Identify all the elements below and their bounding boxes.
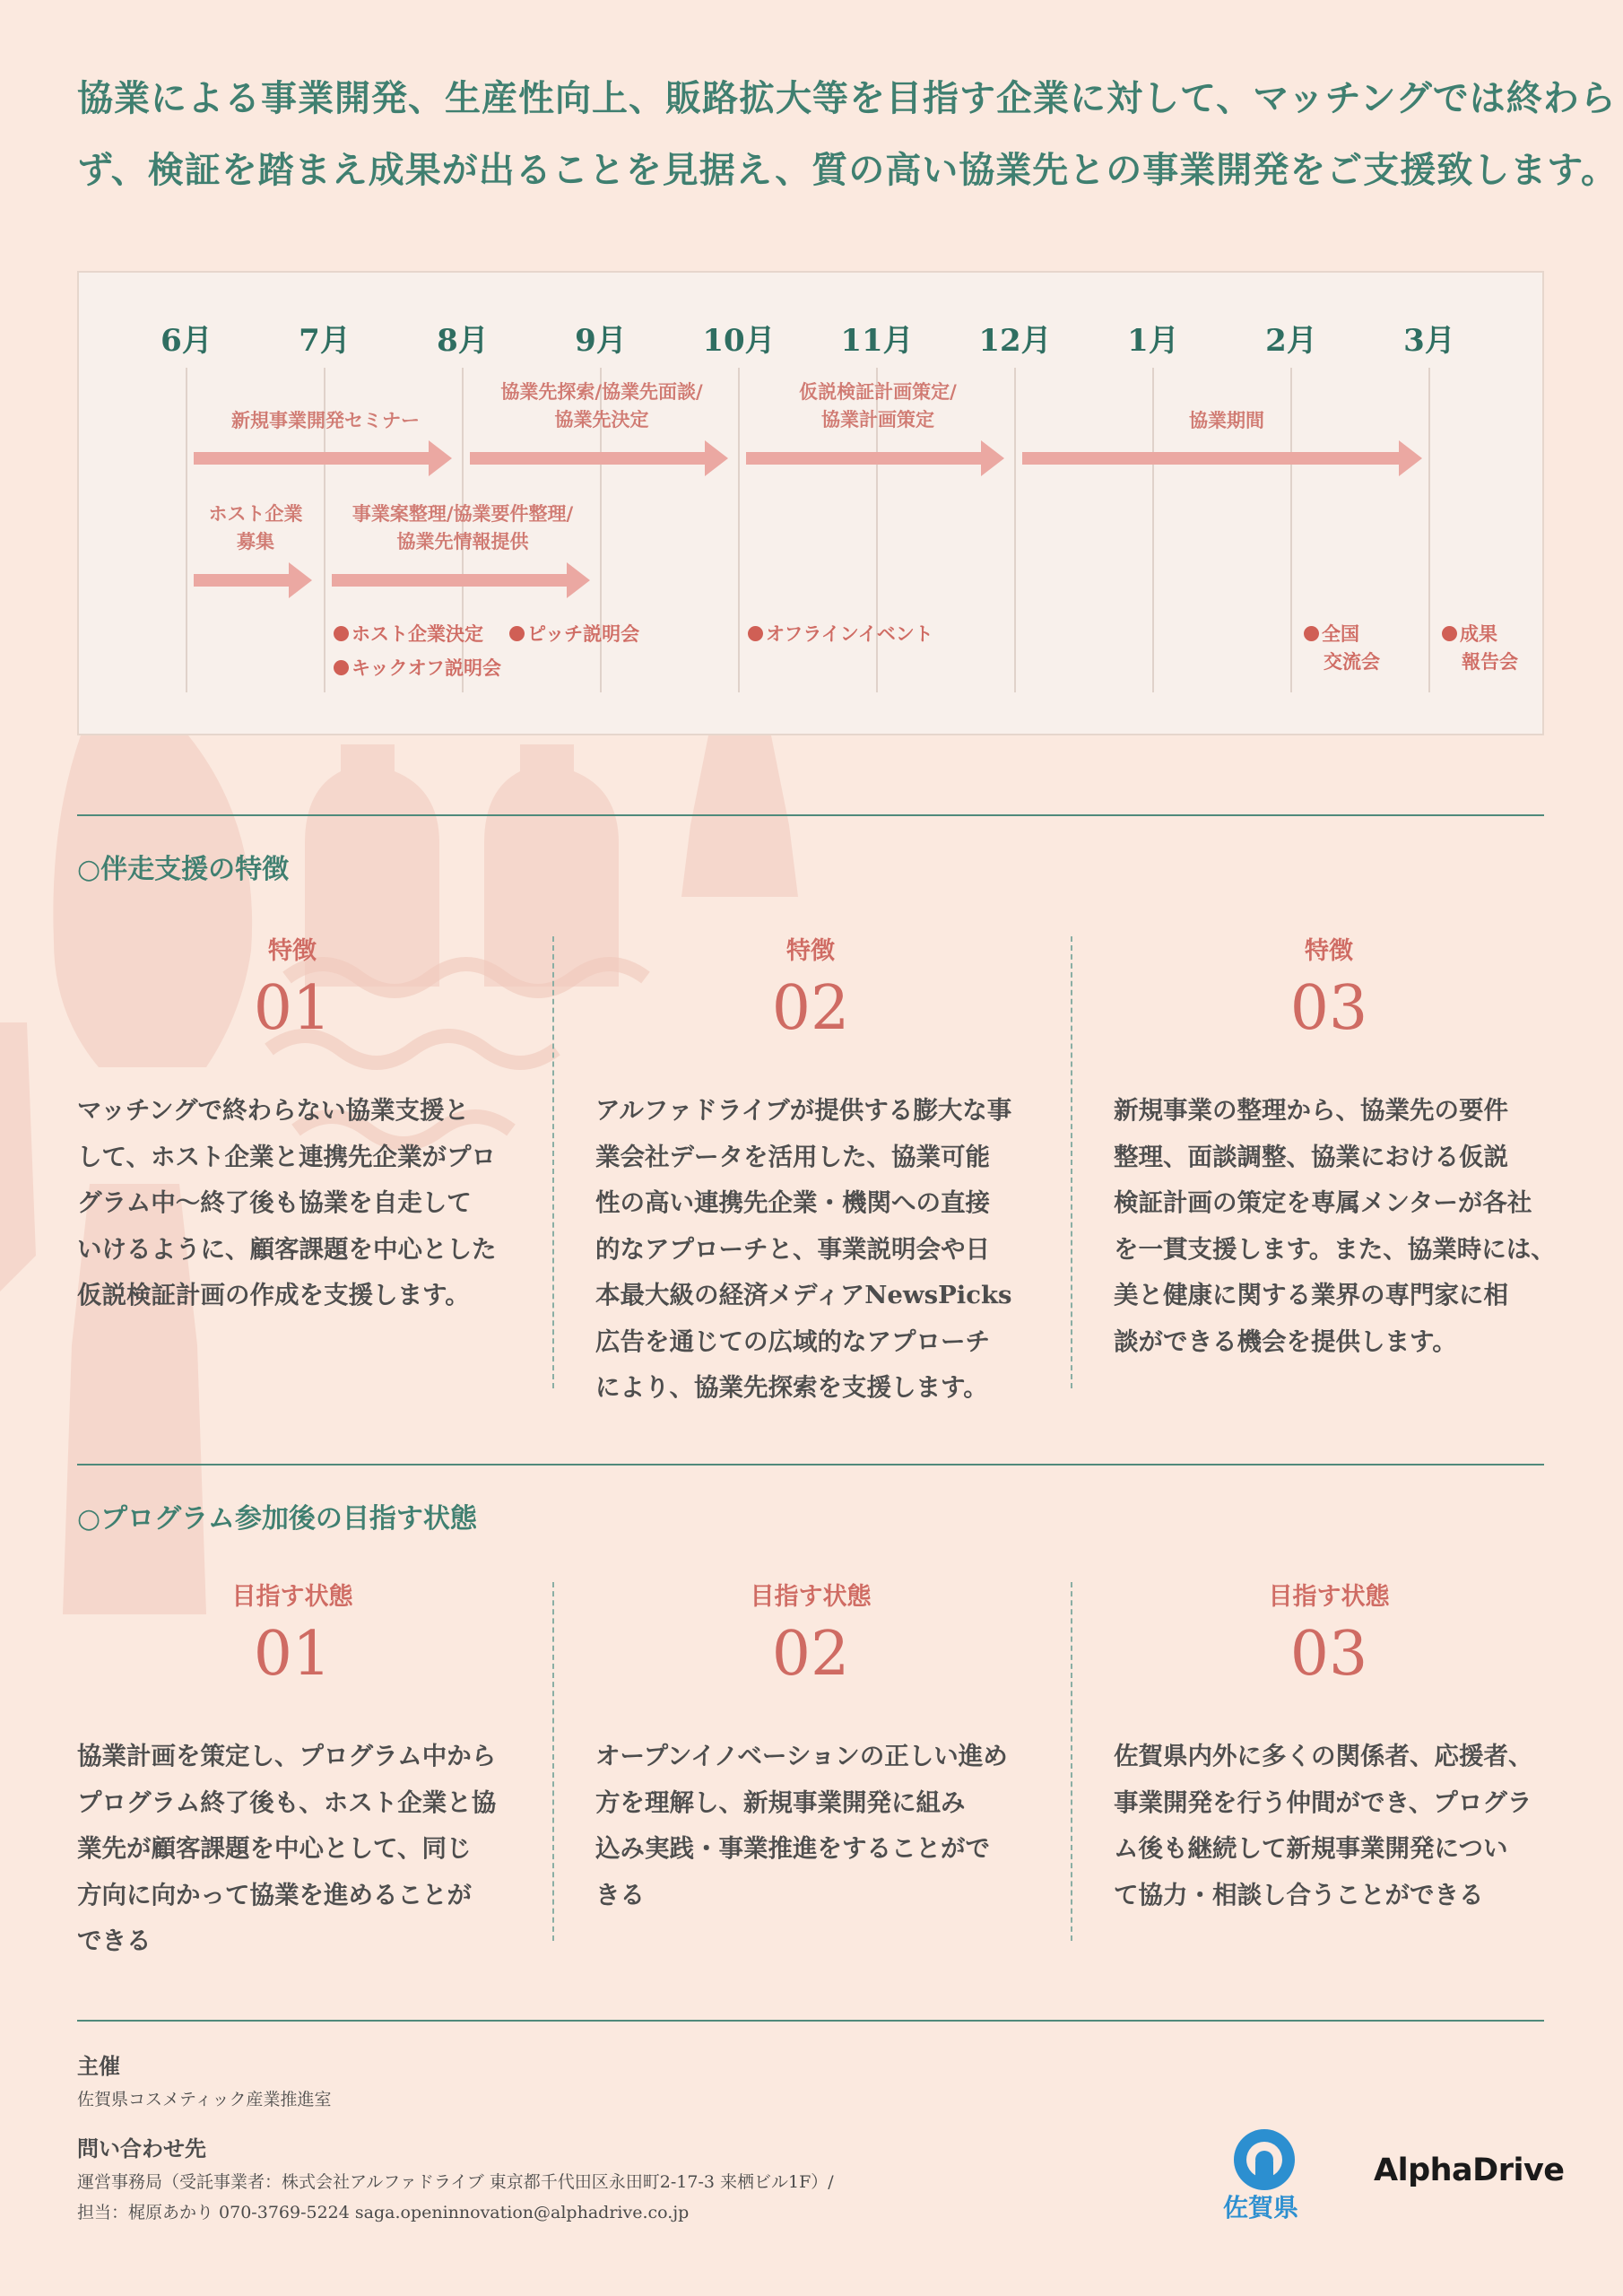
event-dot (334, 660, 349, 675)
body-line: 業先が顧客課題を中心として、同じ (77, 1834, 472, 1863)
feature-body (1114, 1088, 1562, 1365)
phase-bar-seminar (194, 452, 429, 465)
body-line: により、協業先探索を支援します。 (595, 1373, 988, 1402)
phase-bar-partner-search (470, 452, 705, 465)
body-line: マッチングで終わらない協業支援と (77, 1096, 469, 1125)
month-gridline (738, 368, 740, 692)
phase-label-line: 協業先情報提供 (396, 531, 529, 552)
phase-label-collab-period: 協業期間 (1189, 410, 1264, 431)
event-dot (748, 626, 763, 641)
goal-kicker: 目指す状態 (1268, 1583, 1390, 1611)
body-line: 性の高い連携先企業・機関への直接 (595, 1188, 990, 1217)
body-line: て協力・相談し合うことができる (1114, 1880, 1484, 1909)
body-line: きる (595, 1880, 645, 1909)
phase-label-hypothesis-plan (799, 378, 957, 434)
body-line: 美と健康に関する業界の専門家に相 (1114, 1281, 1508, 1309)
column-divider (552, 936, 554, 1388)
goal-card-2 (595, 1577, 1044, 1918)
month-gridline (186, 368, 187, 692)
body-line: 仮説検証計画の作成を支援します。 (77, 1281, 470, 1309)
body-line: 佐賀県内外に多くの関係者、応援者、 (1114, 1742, 1533, 1770)
feature-number: 01 (253, 973, 332, 1044)
intro-line-1: 協業による事業開発、生産性向上、販路拡大等を目指す企業に対して、マッチングでは終わら (77, 77, 1617, 119)
body-line: 的なアプローチと、事業説明会や日 (595, 1234, 990, 1264)
phase-bar-host-recruit (194, 574, 289, 587)
body-line: 整理、面談調整、協業における仮説 (1114, 1142, 1508, 1171)
body-line: 事業開発を行う仲間ができ、プログラ (1114, 1787, 1532, 1817)
feature-number: 02 (771, 973, 850, 1044)
body-line: 本最大級の経済メディアNewsPicks (595, 1281, 1012, 1309)
goal-number: 03 (1289, 1619, 1368, 1690)
section-divider (77, 1464, 1544, 1465)
month-gridline (1428, 368, 1430, 692)
month-label: 3月 (1403, 323, 1455, 359)
month-label: 6月 (161, 323, 213, 359)
contact-address: 運営事務局（受託事業者：株式会社アルファドライブ 東京都千代田区永田町2-17-3 来栖ビル1F）/ (77, 2172, 834, 2192)
organizer-label: 主催 (77, 2053, 120, 2079)
schedule-timeline (77, 271, 1544, 735)
phase-bar-hypothesis-plan (746, 452, 981, 465)
event-label: キックオフ説明会 (352, 657, 501, 679)
month-label: 8月 (437, 323, 489, 359)
body-line: いけるように、顧客課題を中心とした (77, 1234, 497, 1264)
phase-label-line: 仮説検証計画策定/ (799, 381, 957, 403)
feature-body (77, 1088, 525, 1319)
goal-number: 02 (771, 1619, 850, 1690)
body-line: 込み実践・事業推進をすることがで (595, 1834, 990, 1863)
phase-label-line: 協業先探索/協業先面談/ (500, 381, 703, 403)
features-title: ○伴走支援の特徴 (77, 854, 290, 885)
month-gridline (1290, 368, 1292, 692)
feature-kicker: 特徴 (786, 937, 835, 965)
goal-card-3 (1114, 1577, 1562, 1918)
event-result-report (1442, 621, 1518, 676)
phase-label-partner-search (500, 378, 702, 434)
body-line: できる (77, 1926, 152, 1955)
body-line: ム後も継続して新規事業開発につい (1114, 1834, 1508, 1863)
feature-card-2 (595, 931, 1044, 1412)
body-line: グラム中～終了後も協業を自走して (77, 1188, 472, 1217)
contact-label: 問い合わせ先 (77, 2135, 206, 2161)
feature-number: 03 (1289, 973, 1368, 1044)
feature-kicker: 特徴 (268, 937, 317, 965)
event-label: ホスト企業決定 (352, 623, 483, 645)
event-label: 交流会 (1324, 651, 1380, 673)
event-dot (1304, 626, 1319, 641)
event-label: オフラインイベント (766, 623, 933, 645)
alphadrive-logo: AlphaDrive (1374, 2152, 1565, 2188)
phase-bar-business-plan (332, 574, 567, 587)
phase-label-line: 協業計画策定 (820, 409, 934, 430)
phase-label-seminar: 新規事業開発セミナー (231, 410, 420, 431)
feature-card-3 (1114, 931, 1562, 1365)
section-divider (77, 814, 1544, 816)
month-label: 10月 (702, 323, 776, 359)
body-line: 新規事業の整理から、協業先の要件 (1114, 1096, 1508, 1125)
event-offline (748, 621, 933, 648)
saga-prefecture-logo-text: 佐賀県 (1223, 2193, 1299, 2222)
phase-label-host-recruit (209, 500, 303, 556)
month-label: 11月 (840, 323, 914, 359)
goal-body (595, 1734, 1044, 1918)
event-host-decision (334, 621, 483, 648)
month-label: 12月 (978, 323, 1052, 359)
intro-line-2: ず、検証を踏まえ成果が出ることを見据え、質の高い協業先との事業開発をご支援致します。 (77, 149, 1618, 191)
month-label: 1月 (1127, 323, 1179, 359)
month-label: 9月 (575, 323, 627, 359)
goal-kicker: 目指す状態 (750, 1583, 872, 1611)
body-line: 方を理解し、新規事業開発に組み (595, 1787, 966, 1817)
phase-label-line: 募集 (237, 531, 274, 552)
phase-label-line: 事業案整理/協業要件整理/ (352, 503, 574, 525)
body-line: を一貫支援します。また、協業時には、 (1114, 1234, 1556, 1264)
feature-card-1 (77, 931, 525, 1319)
event-label: 成果 (1460, 623, 1497, 645)
event-label: 報告会 (1462, 651, 1518, 673)
month-gridline (1014, 368, 1016, 692)
event-label: 全国 (1322, 623, 1359, 645)
event-label: ピッチ説明会 (527, 623, 640, 645)
body-line: 協業計画を策定し、プログラム中から (77, 1742, 497, 1770)
body-line: アルファドライブが提供する膨大な事 (595, 1096, 1012, 1125)
month-gridline (1152, 368, 1154, 692)
event-kickoff (334, 655, 501, 683)
column-divider (1071, 1582, 1072, 1941)
goal-body (1114, 1734, 1562, 1918)
body-line: 広告を通じての広域的なアプローチ (595, 1326, 990, 1356)
event-pitch (509, 621, 639, 648)
body-line: 業会社データを活用した、協業可能 (595, 1142, 990, 1171)
phase-label-line: 協業先決定 (554, 409, 649, 430)
event-dot (509, 626, 525, 641)
contact-person: 担当：梶原あかり 070-3769-5224 saga.openinnovation@alphadrive.co.jp (77, 2203, 690, 2222)
month-label: 7月 (299, 323, 351, 359)
month-label: 2月 (1265, 323, 1317, 359)
goal-number: 01 (253, 1619, 332, 1690)
body-line: オープンイノベーションの正しい進め (595, 1742, 1008, 1770)
feature-kicker: 特徴 (1305, 937, 1353, 965)
body-line: して、ホスト企業と連携先企業がプロ (77, 1142, 496, 1171)
event-dot (334, 626, 349, 641)
goal-card-1 (77, 1577, 525, 1965)
phase-label-line: ホスト企業 (208, 503, 303, 525)
phase-label-business-plan (352, 500, 573, 556)
event-national-exchange (1304, 621, 1380, 676)
body-line: プログラム終了後も、ホスト企業と協 (77, 1787, 497, 1817)
column-divider (1071, 936, 1072, 1388)
event-dot (1442, 626, 1457, 641)
feature-body (595, 1088, 1044, 1412)
body-line: 方向に向かって協業を進めることが (77, 1880, 472, 1909)
organizer-name: 佐賀県コスメティック産業推進室 (77, 2090, 332, 2109)
column-divider (552, 1582, 554, 1941)
body-line: 談ができる機会を提供します。 (1114, 1326, 1457, 1356)
phase-bar-collab-period (1022, 452, 1399, 465)
section-divider (77, 2020, 1544, 2022)
body-line: 検証計画の策定を専属メンターが各社 (1114, 1188, 1532, 1217)
goals-title: ○プログラム参加後の目指す状態 (77, 1503, 477, 1535)
intro-text (77, 63, 1618, 206)
goal-body (77, 1734, 525, 1965)
goal-kicker: 目指す状態 (231, 1583, 353, 1611)
